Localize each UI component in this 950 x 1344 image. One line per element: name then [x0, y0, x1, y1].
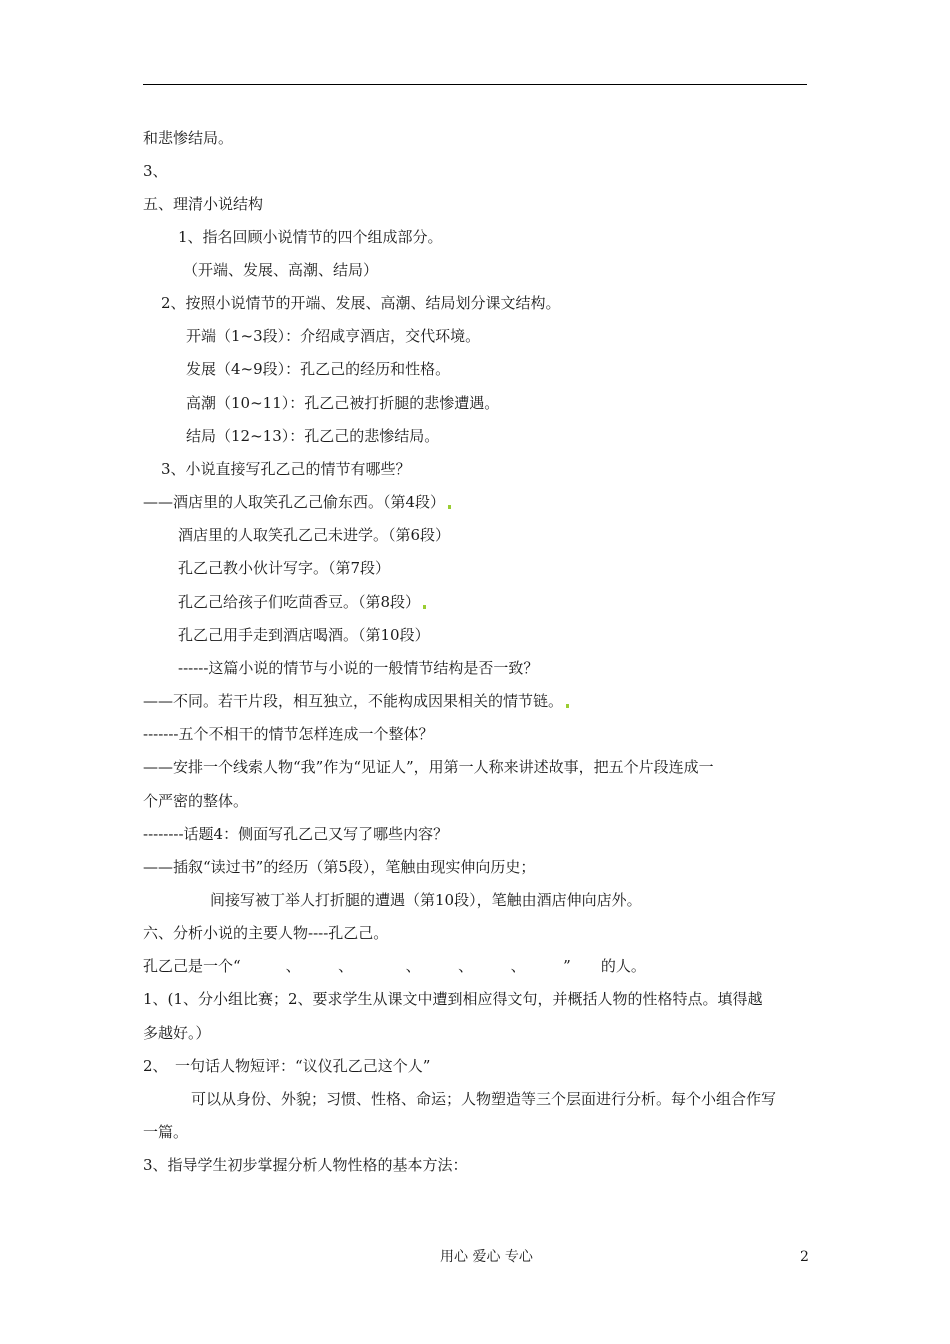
footer-motto: 用心 爱心 专心: [440, 1249, 533, 1265]
highlight-marker: [448, 505, 451, 509]
text-line: 3、指导学生初步掌握分析人物性格的基本方法：: [143, 1156, 468, 1174]
text-line: 孔乙己教小伙计写字。（第7段）: [178, 559, 391, 577]
text-line: 1、(1、分小组比赛；2、要求学生从课文中遭到相应得文句，并概括人物的性格特点。填得越: [143, 990, 763, 1008]
text-line: [143, 691, 569, 711]
text-line: 高潮（10~11）：孔乙己被打折腿的悲惨遭遇。: [186, 394, 500, 412]
text-line: 孔乙己是一个“ 、 、 、 、 、 ” 的人。: [143, 957, 646, 975]
text-line: 一篇。: [143, 1123, 189, 1141]
text-line: 和悲惨结局。: [143, 129, 234, 147]
text-line: 孔乙己用手走到酒店喝酒。（第10段）: [178, 626, 430, 644]
page-number: 2: [800, 1249, 809, 1265]
text-line: 3、小说直接写孔乙己的情节有哪些？: [161, 460, 411, 478]
text-line: [143, 492, 451, 512]
text-line: 2、 一句话人物短评：“议仪孔乙己这个人”: [143, 1057, 431, 1075]
text-line: ——安排一个线索人物“我”作为“见证人”，用第一人称来讲述故事，把五个片段连成一: [143, 758, 714, 776]
text-line: ——插叙“读过书”的经历（第5段），笔触由现实伸向历史；: [143, 858, 536, 876]
highlight-marker: [566, 704, 569, 708]
text-line: 发展（4~9段）：孔乙己的经历和性格。: [186, 360, 451, 378]
text-line-content: ——酒店里的人取笑孔乙己偷东西。（第4段）: [143, 493, 446, 511]
header-rule: [143, 84, 807, 85]
highlight-marker: [423, 605, 426, 609]
section-heading: 五、理清小说结构: [143, 195, 264, 213]
text-line-content: 孔乙己给孩子们吃茴香豆。（第8段）: [178, 593, 421, 611]
text-line: --------话题4：侧面写孔乙己又写了哪些内容？: [143, 825, 449, 843]
text-line: 个严密的整体。: [143, 792, 249, 810]
text-line: 2、按照小说情节的开端、发展、高潮、结局划分课文结构。: [161, 294, 561, 312]
section-heading: 六、分析小说的主要人物----孔乙己。: [143, 924, 389, 942]
text-line: -------五个不相干的情节怎样连成一个整体？: [143, 725, 434, 743]
text-line: 多越好。）: [143, 1024, 211, 1042]
text-line: 间接写被丁举人打折腿的遭遇（第10段），笔触由酒店伸向店外。: [210, 891, 642, 909]
text-line: [178, 592, 426, 612]
text-line-content: ——不同。若干片段，相互独立，不能构成因果相关的情节链。: [143, 692, 564, 710]
text-line: 1、指名回顾小说情节的四个组成部分。: [178, 228, 443, 246]
text-line: （开端、发展、高潮、结局）: [183, 261, 379, 279]
text-line: 可以从身份、外貌；习惯、性格、命运；人物塑造等三个层面进行分析。每个小组合作写: [191, 1090, 777, 1108]
text-line: ------这篇小说的情节与小说的一般情节结构是否一致？: [178, 659, 539, 677]
text-line: 结局（12~13）：孔乙己的悲惨结局。: [186, 427, 440, 445]
text-line: 3、: [143, 162, 168, 180]
text-line: 酒店里的人取笑孔乙己未进学。（第6段）: [178, 526, 451, 544]
text-line: 开端（1~3段）：介绍咸亨酒店，交代环境。: [186, 327, 481, 345]
